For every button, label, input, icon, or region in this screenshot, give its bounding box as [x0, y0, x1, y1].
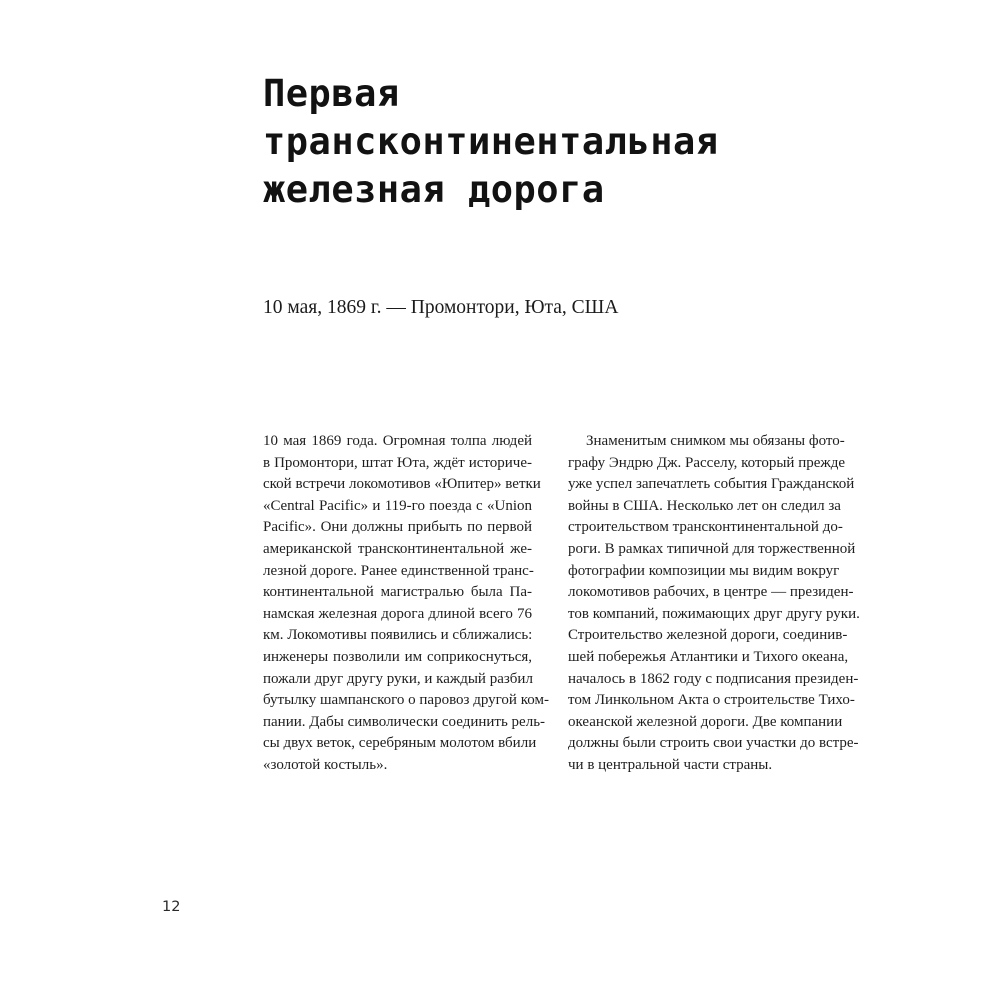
text-line: «Central Pacific» и 119-го поезда с «Union — [263, 497, 532, 514]
text-line: км. Локомотивы появились и сближались: — [263, 627, 533, 644]
text-line: инженеры позволили им соприкоснуться, — [263, 648, 532, 665]
text-line: «золотой костыль». — [263, 756, 388, 773]
text-line: войны в США. Несколько лет он следил за — [568, 497, 841, 514]
body-column-right — [568, 431, 860, 777]
text-line: сы двух веток, серебряным молотом вбили — [263, 735, 537, 752]
text-line: американской трансконтинентальной же- — [263, 540, 532, 557]
text-line: началось в 1862 году с подписания президен- — [568, 670, 859, 687]
text-line: в Промонтори, штат Юта, ждёт историче- — [263, 454, 532, 471]
text-line: бутылку шампанского о паровоз другой ком- — [263, 692, 549, 709]
text-line: уже успел запечатлеть события Гражданской — [568, 476, 855, 493]
text-line: 10 мая 1869 года. Огромная толпа людей — [263, 433, 532, 449]
page-number: 12 — [162, 899, 181, 915]
text-line: строительством трансконтинентальной до- — [568, 519, 843, 536]
text-line: намская железная дорога длиной всего 76 — [263, 605, 532, 622]
text-line: пожали друг другу руки, и каждый разбил — [263, 670, 533, 687]
text-line: шей побережья Атлантики и Тихого океана, — [568, 648, 849, 665]
text-line: Строительство железной дороги, соединив- — [568, 627, 848, 644]
chapter-subtitle-dateline: 10 мая, 1869 г. — Промонтори, Юта, США — [263, 297, 619, 318]
text-line: локомотивов рабочих, в центре — президен- — [568, 584, 854, 601]
text-line: Pacific». Они должны прибыть по первой — [263, 519, 532, 536]
text-line: фотографии композиции мы видим вокруг — [568, 562, 840, 579]
text-line: должны были строить свои участки до встре- — [568, 735, 859, 752]
text-line: трансконтинентальная — [263, 120, 719, 163]
text-line: Первая — [263, 72, 400, 115]
text-line: роги. В рамках типичной для торжественной — [568, 540, 856, 557]
text-line: Знаменитым снимком мы обязаны фото- — [586, 433, 845, 449]
text-line: чи в центральной части страны. — [568, 756, 773, 773]
text-line: том Линкольном Акта о строительстве Тихо- — [568, 692, 855, 709]
chapter-title — [263, 70, 823, 214]
text-line: железная дорога — [263, 168, 605, 211]
text-line: тов компаний, пожимающих друг другу руки. — [568, 605, 860, 622]
text-line: лезной дороге. Ранее единственной транс- — [263, 562, 534, 579]
text-line: пании. Дабы символически соединить рель- — [263, 713, 546, 730]
text-line: графу Эндрю Дж. Расселу, который прежде — [568, 454, 846, 471]
body-column-left — [263, 431, 549, 777]
body-text — [263, 431, 860, 777]
text-line: океанской железной дороги. Две компании — [568, 713, 843, 730]
text-line: ской встречи локомотивов «Юпитер» ветки — [263, 476, 541, 493]
text-line: континентальной магистралью была Па- — [263, 584, 532, 601]
